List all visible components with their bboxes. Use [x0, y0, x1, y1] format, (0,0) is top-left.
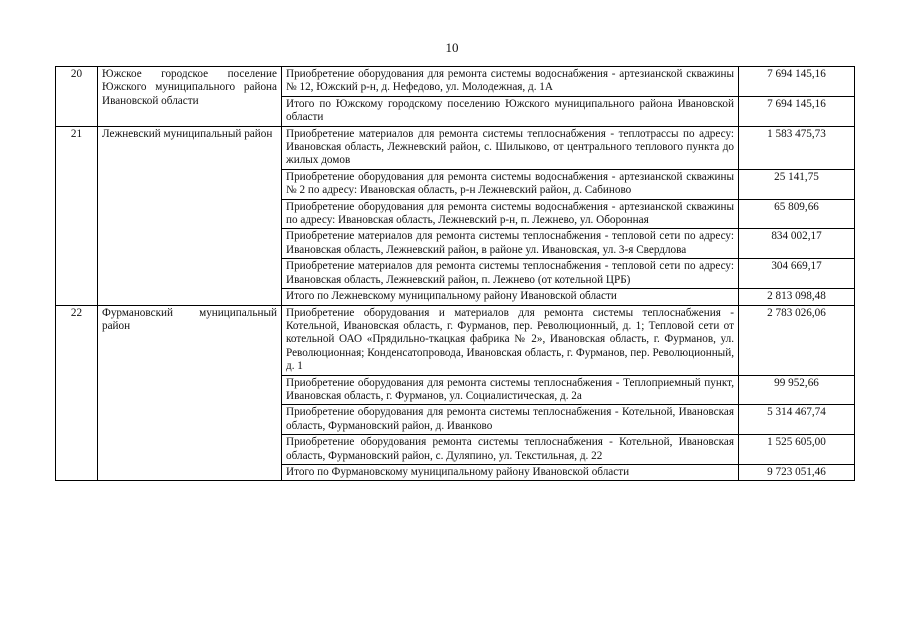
item-description: Приобретение оборудования для ремонта системы теплоснабжения - Котельной, Ивановская область, Фурмановский район, д. Иванково [282, 405, 739, 435]
item-amount: 1 583 475,73 [739, 126, 855, 169]
total-description: Итого по Южскому городскому поселению Южского муниципального района Ивановской области [282, 96, 739, 126]
total-amount: 9 723 051,46 [739, 464, 855, 480]
municipality-name: Фурмановский муниципальный район [98, 305, 282, 481]
municipality-name: Южское городское поселение Южского муниципального района Ивановской области [98, 67, 282, 127]
total-amount: 7 694 145,16 [739, 96, 855, 126]
item-description: Приобретение оборудования для ремонта системы водоснабжения - артезианской скважины по адресу: Ивановская область, Лежневский р-н, п. Лежнево, ул. Оборонная [282, 199, 739, 229]
total-amount: 2 813 098,48 [739, 289, 855, 305]
item-amount: 65 809,66 [739, 199, 855, 229]
item-description: Приобретение оборудования для ремонта системы водоснабжения - артезианской скважины № 12, Южский р-н, д. Нефедово, ул. Молодежная, д. 1А [282, 67, 739, 97]
item-description: Приобретение оборудования и материалов для ремонта системы теплоснабжения - Котельной, Ивановская область, г. Фурманов, пер. Революционный, д. 1; Тепловой сети от котельной ОАО «Прядильно-ткацкая фабрика № 2», Ивановская область, г. Фурманов, ул. Революционная; Конденсатопровода, Ивановская область, г. Фурманов, пер. Революционный, д. 1 [282, 305, 739, 375]
item-amount: 5 314 467,74 [739, 405, 855, 435]
item-amount: 25 141,75 [739, 169, 855, 199]
item-description: Приобретение оборудования для ремонта системы водоснабжения - артезианской скважины № 2 по адресу: Ивановская область, р-н Лежневский район, д. Сабиново [282, 169, 739, 199]
item-amount: 834 002,17 [739, 229, 855, 259]
item-description: Приобретение оборудования ремонта системы теплоснабжения - Котельной, Ивановская область, Фурмановский район, с. Дуляпино, ул. Текстильная, д. 22 [282, 435, 739, 465]
total-description: Итого по Лежневскому муниципальному району Ивановской области [282, 289, 739, 305]
item-amount: 99 952,66 [739, 375, 855, 405]
item-amount: 2 783 026,06 [739, 305, 855, 375]
table-row [56, 305, 855, 375]
table-row [56, 126, 855, 169]
item-description: Приобретение материалов для ремонта системы теплоснабжения - тепловой сети по адресу: Ивановская область, Лежневский район, п. Лежнево (от котельной ЦРБ) [282, 259, 739, 289]
row-number: 22 [56, 305, 98, 481]
funding-table [55, 66, 855, 481]
item-amount: 304 669,17 [739, 259, 855, 289]
row-number: 20 [56, 67, 98, 127]
item-amount: 1 525 605,00 [739, 435, 855, 465]
item-amount: 7 694 145,16 [739, 67, 855, 97]
row-number: 21 [56, 126, 98, 305]
page-number: 10 [445, 40, 459, 55]
table-row [56, 67, 855, 97]
item-description: Приобретение оборудования для ремонта системы теплоснабжения - Теплоприемный пункт, Ивановская область, г. Фурманов, ул. Социалистическая, д. 2а [282, 375, 739, 405]
item-description: Приобретение материалов для ремонта системы теплоснабжения - теплотрассы по адресу: Ивановская область, Лежневский район, с. Шилыково, от центрального теплового пункта до жилых домов [282, 126, 739, 169]
item-description: Приобретение материалов для ремонта системы теплоснабжения - тепловой сети по адресу: Ивановская область, Лежневский район, в районе ул. Ивановская, ул. 3-я Свердлова [282, 229, 739, 259]
total-description: Итого по Фурмановскому муниципальному району Ивановской области [282, 464, 739, 480]
municipality-name: Лежневский муниципальный район [98, 126, 282, 305]
